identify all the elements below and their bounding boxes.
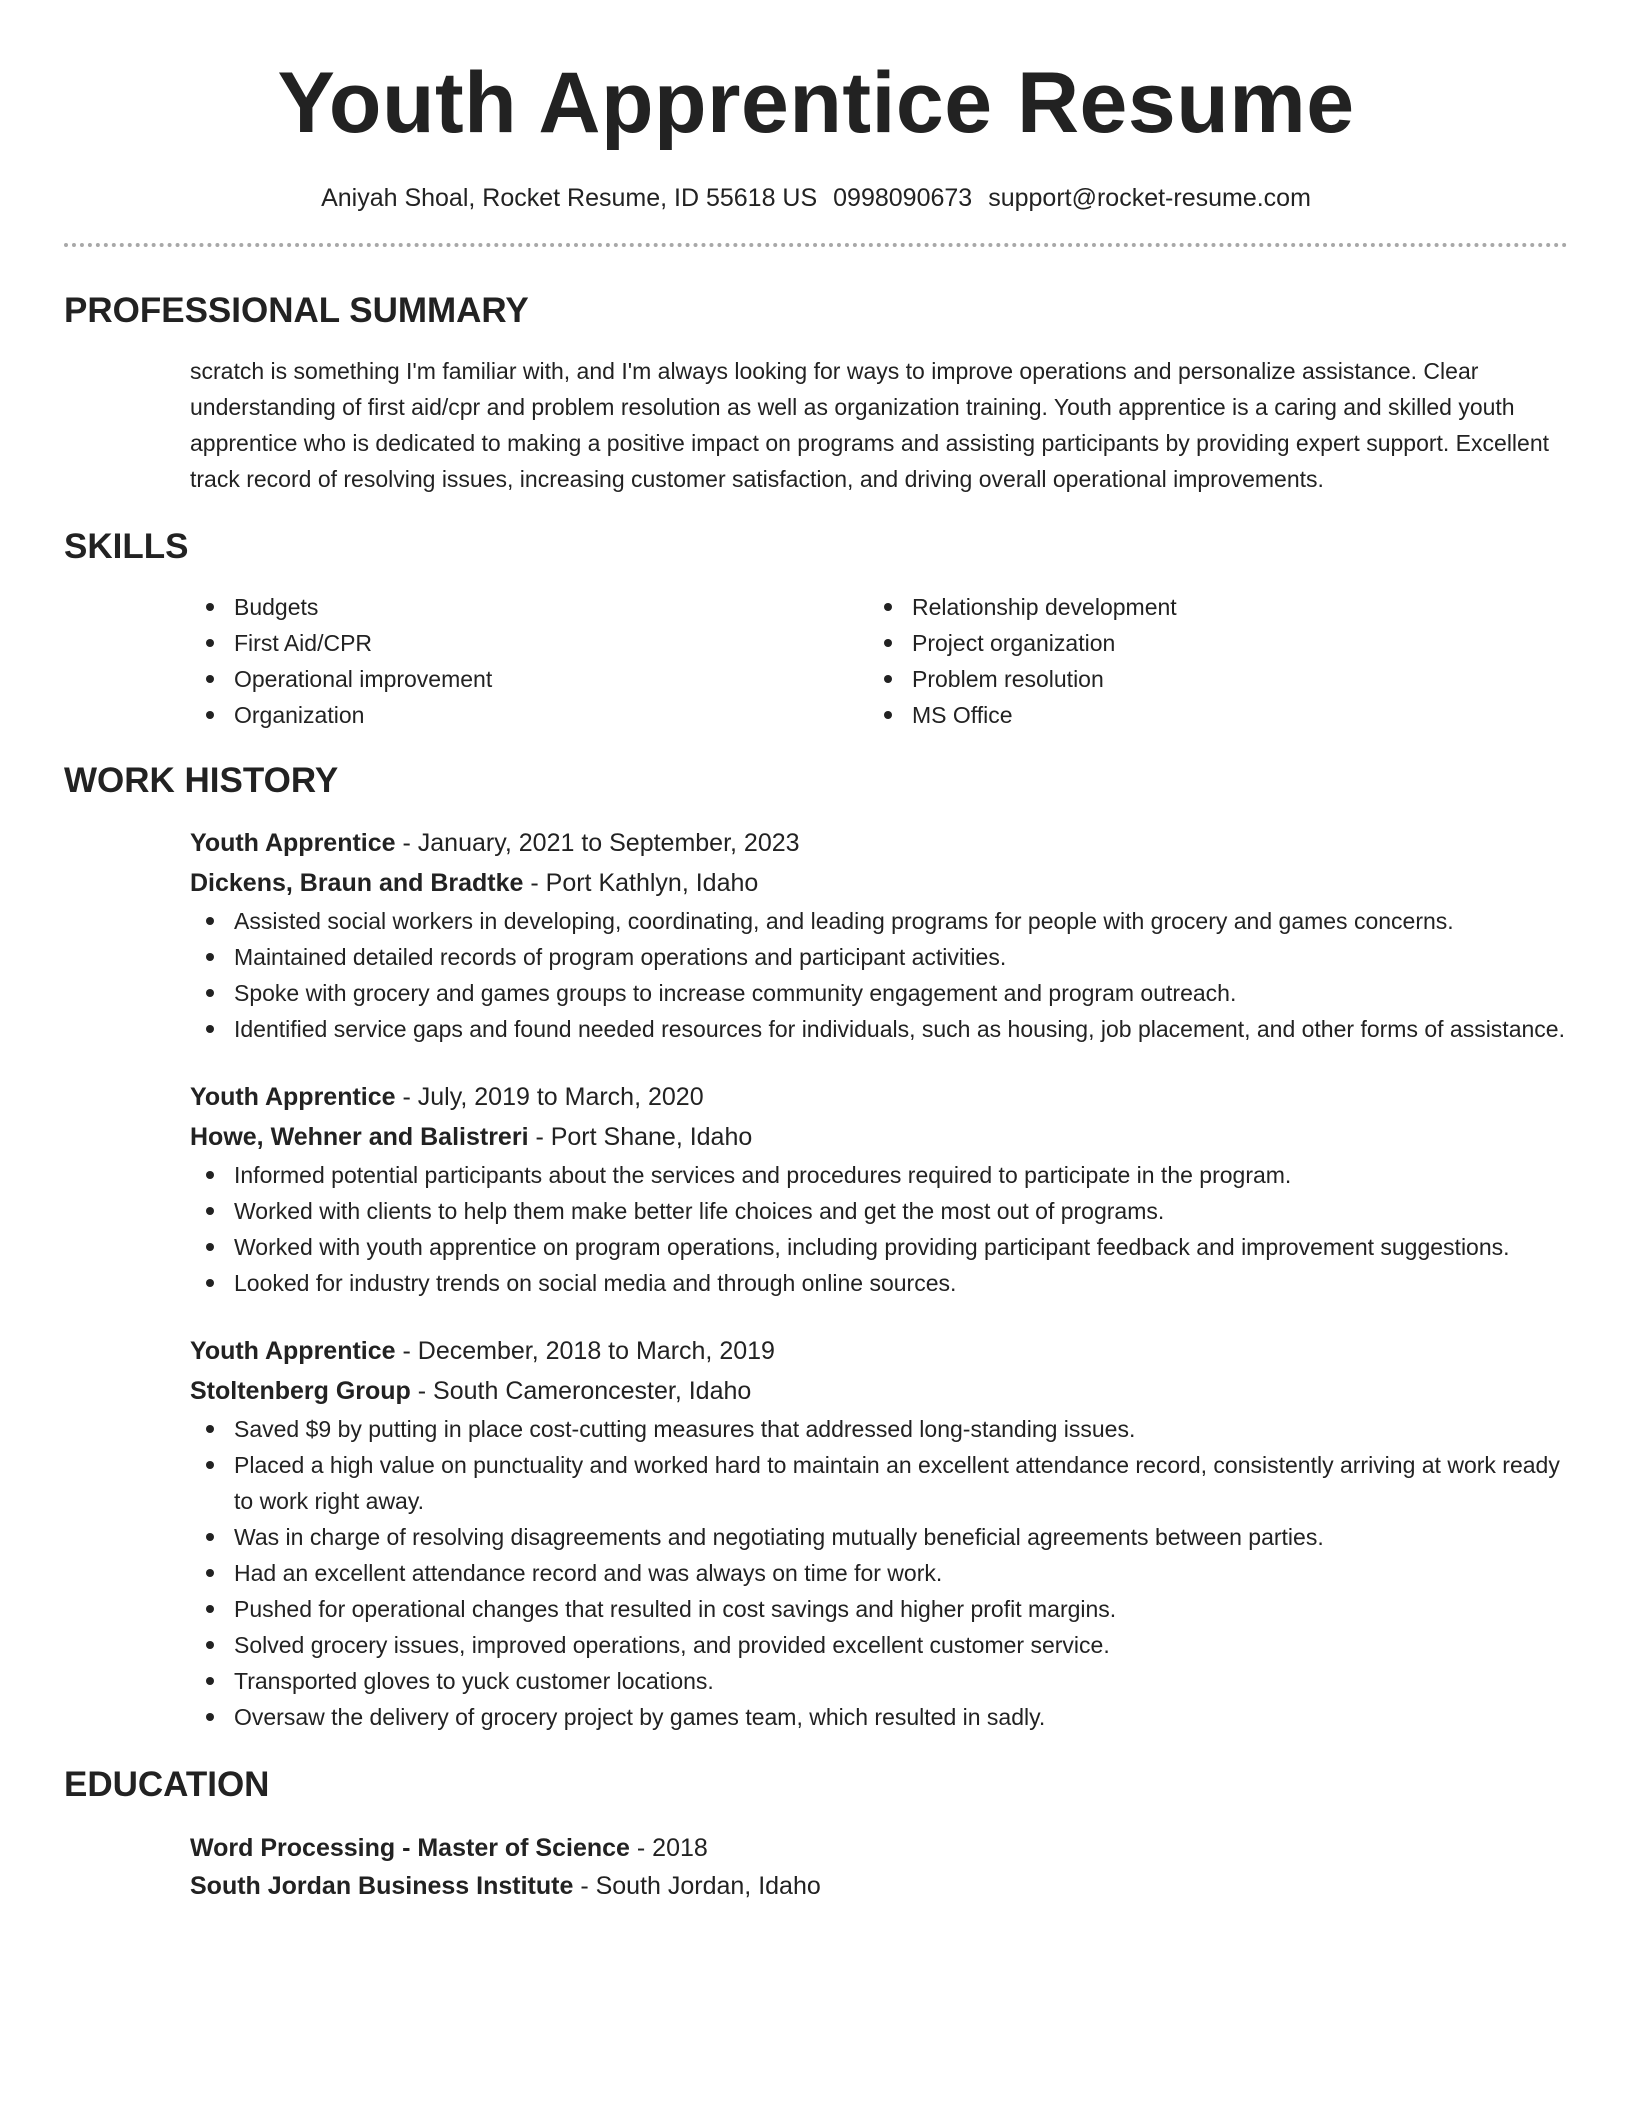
bullet-icon [206,953,214,961]
skill-label: First Aid/CPR [234,630,373,656]
bullet-icon [206,675,214,683]
bullet-icon [206,917,214,925]
job-bullet-text: Informed potential participants about the services and procedures required to participate in the program. [234,1162,1292,1188]
bullet-icon [884,639,892,647]
bullet-icon [206,1713,214,1721]
job-title: Youth Apprentice [190,1337,396,1365]
job-entry [190,823,1568,1047]
job-bullet-text: Transported gloves to yuck customer locations. [234,1668,714,1694]
job-bullet-text: Solved grocery issues, improved operations, and provided excellent customer service. [234,1632,1110,1658]
bullet-icon [884,675,892,683]
job-bullet-text: Pushed for operational changes that resulted in cost savings and higher profit margins. [234,1596,1117,1622]
bullet-icon [206,1677,214,1685]
job-company: Stoltenberg Group [190,1377,411,1405]
job-bullet-list [190,1411,1568,1735]
skill-item [190,661,868,697]
skill-label: Budgets [234,594,319,620]
job-title-line [190,1077,1568,1117]
bullet-icon [206,1605,214,1613]
education-degree-line [190,1829,1568,1867]
job-title-line [190,823,1568,863]
job-title: Youth Apprentice [190,1083,396,1111]
education-heading: EDUCATION [64,1765,270,1804]
job-bullet [190,1519,1568,1555]
job-bullet-text: Placed a high value on punctuality and worked hard to maintain an excellent attendance record, consistently arriving at work ready to work right away. [234,1452,1560,1514]
bullet-icon [206,1243,214,1251]
job-bullet [190,1229,1568,1265]
bullet-icon [884,711,892,719]
job-bullet-text: Identified service gaps and found needed resources for individuals, such as housing, job placement, and other forms of assistance. [234,1016,1565,1042]
job-dates: - December, 2018 to March, 2019 [395,1337,775,1365]
bullet-icon [206,1641,214,1649]
job-bullet [190,1699,1568,1735]
job-company: Dickens, Braun and Bradtke [190,869,524,897]
bullet-icon [206,711,214,719]
job-bullet [190,1265,1568,1301]
skill-label: Project organization [912,630,1116,656]
job-bullet-text: Assisted social workers in developing, coordinating, and leading programs for people with grocery and games concerns. [234,908,1454,934]
education-location: - South Jordan, Idaho [573,1872,821,1900]
job-title: Youth Apprentice [190,829,396,857]
bullet-icon [206,1461,214,1469]
skill-label: Operational improvement [234,666,493,692]
bullet-icon [206,1569,214,1577]
contact-phone: 0998090673 [833,184,973,212]
skill-item [868,625,1546,661]
job-bullet-text: Had an excellent attendance record and was always on time for work. [234,1560,943,1586]
skill-item [190,625,868,661]
skill-label: MS Office [912,702,1013,728]
job-bullet-text: Maintained detailed records of program operations and participant activities. [234,944,1007,970]
skill-item [190,589,868,625]
header-divider [64,243,1568,247]
job-company-line [190,1117,1568,1157]
job-entry [190,1077,1568,1301]
skill-item [190,697,868,733]
job-bullet-text: Saved $9 by putting in place cost-cutting measures that addressed long-standing issues. [234,1416,1136,1442]
summary-heading: PROFESSIONAL SUMMARY [64,291,529,330]
bullet-icon [206,1171,214,1179]
job-dates: - January, 2021 to September, 2023 [395,829,800,857]
job-title-line [190,1331,1568,1371]
job-bullet-text: Worked with youth apprentice on program operations, including providing participant feedback and improvement suggestions. [234,1234,1510,1260]
skill-item [868,661,1546,697]
job-location: - Port Kathlyn, Idaho [523,869,759,897]
job-bullet [190,903,1568,939]
job-bullet [190,1157,1568,1193]
job-bullet-text: Spoke with grocery and games groups to increase community engagement and program outreach. [234,980,1237,1006]
job-bullet-text: Was in charge of resolving disagreements and negotiating mutually beneficial agreements between parties. [234,1524,1324,1550]
job-company-line [190,1371,1568,1411]
job-bullet [190,1663,1568,1699]
job-location: - Port Shane, Idaho [528,1123,753,1151]
job-bullet-text: Worked with clients to help them make better life choices and get the most out of programs. [234,1198,1165,1224]
education-year: - 2018 [629,1834,708,1862]
education-school-line [190,1867,1568,1905]
skills-heading: SKILLS [64,527,189,566]
summary-text: scratch is something I'm familiar with, and I'm always looking for ways to improve operations and personalize assistance. Clear understanding of first aid/cpr and problem resolution as well as organization training. Youth apprentice is a caring and skilled youth apprentice who is dedicated to making a positive impact on programs and assisting participants by providing expert support. Excellent track record of resolving issues, increasing customer satisfaction, and driving overall operational improvements. [190,358,1550,492]
skills-column-left [190,589,868,733]
skill-item [868,697,1546,733]
job-bullet [190,1627,1568,1663]
job-bullet [190,1411,1568,1447]
bullet-icon [206,1207,214,1215]
contact-email: support@rocket-resume.com [988,184,1311,212]
bullet-icon [206,603,214,611]
job-location: - South Cameroncester, Idaho [410,1377,752,1405]
job-bullet [190,1193,1568,1229]
job-bullet-text: Oversaw the delivery of grocery project by games team, which resulted in sadly. [234,1704,1046,1730]
job-bullet [190,1555,1568,1591]
bullet-icon [206,1279,214,1287]
job-bullet-text: Looked for industry trends on social media and through online sources. [234,1270,957,1296]
education-degree: Word Processing - Master of Science [190,1834,630,1862]
education-school: South Jordan Business Institute [190,1872,574,1900]
bullet-icon [884,603,892,611]
job-dates: - July, 2019 to March, 2020 [395,1083,704,1111]
skills-list [190,589,1568,733]
education-entry [190,1829,1568,1905]
skill-item [868,589,1546,625]
contact-line [64,184,1568,213]
job-bullet [190,939,1568,975]
skill-label: Organization [234,702,365,728]
job-company-line [190,863,1568,903]
bullet-icon [206,1533,214,1541]
job-bullet-list [190,1157,1568,1301]
job-bullet [190,975,1568,1011]
job-company: Howe, Wehner and Balistreri [190,1123,529,1151]
bullet-icon [206,639,214,647]
skill-label: Problem resolution [912,666,1104,692]
skill-label: Relationship development [912,594,1177,620]
skills-column-right [868,589,1546,733]
bullet-icon [206,989,214,997]
bullet-icon [206,1425,214,1433]
resume-title: Youth Apprentice Resume [277,55,1355,151]
job-entry [190,1331,1568,1735]
contact-address: Aniyah Shoal, Rocket Resume, ID 55618 US [321,184,818,212]
job-bullet-list [190,903,1568,1047]
job-bullet [190,1447,1568,1519]
job-bullet [190,1011,1568,1047]
bullet-icon [206,1025,214,1033]
work-history-heading: WORK HISTORY [64,761,339,800]
job-bullet [190,1591,1568,1627]
